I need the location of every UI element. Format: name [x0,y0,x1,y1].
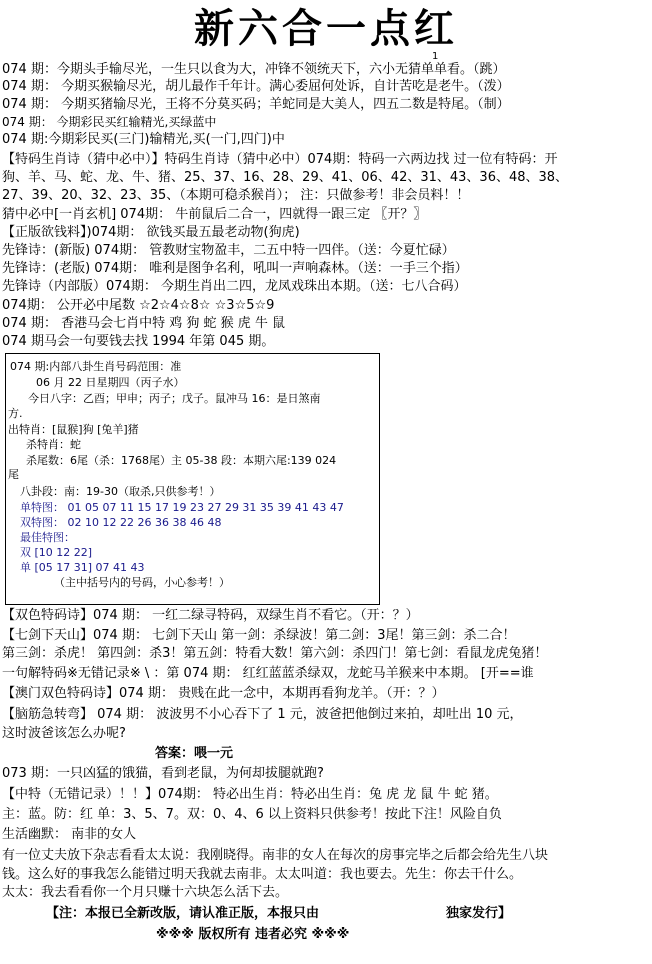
box-line-8: 尾 [8,468,19,481]
text-line-23: 这时波爸该怎么办呢? [2,726,126,741]
text-line-4: 074 期： 今期彩民买红输精光,买绿蓝中 [2,115,217,129]
footer-notice: 【注：本报已全新改版，请认准正版，本报只由 [46,906,320,921]
text-line-18: 【七剑下天山】074 期： 七剑下天山 第一剑：杀绿波！第二剑：3尾！第三剑：杀二合！ [2,628,516,643]
text-line-8: 27、39、20、32、23、35、（本期可稳杀猴肖）； 注：只做参考！非会员料！！ [2,188,470,203]
text-line-25: 073 期：一只凶猛的饿猫，看到老鼠，为何却拔腿就跑? [2,766,324,781]
box-line-3: 今日八字：乙酉；甲申；丙子；戊子。鼠冲马 16：是日煞南 [28,392,321,405]
newspaper-title: 新六合一点红 [194,5,458,52]
box-line-15: （主中括号内的号码，小心参考！） [54,576,230,589]
text-line-15: 074 期： 香港马会七肖中特 鸡 狗 蛇 猴 虎 牛 鼠 [2,316,286,331]
footer-copyright: ※※※ 版权所有 违者必究 ※※※ [156,927,350,942]
riddle-answer: 答案：喂一元 [155,746,234,761]
text-line-10: 【正版欲钱料】)074期： 欲钱买最五最老动物(狗虎) [2,225,300,240]
text-line-1: 074 期：今期头手输尽光，一生只以食为大，冲锋不领统天下，六小无猜单单看。（跳） [2,62,506,77]
text-line-19: 第三剑：杀虎！ 第四剑：杀3！第五剑：特看大数！第六剑：杀四门！第七剑：看鼠龙虎兔猪！ [2,646,548,661]
text-line-28: 生活幽默： 南非的女人 [2,827,137,842]
box-line-7: 杀尾数：6尾（杀：1768尾）主 05-38 段：本期六尾:139 024 [26,454,337,467]
text-line-21: 【澳门双色特码诗】074 期： 贵贱在此一念中，本期再看狗龙羊。（开：？） [2,686,445,701]
box-line-9: 八卦段：南：19-30（取杀,只供参考！） [20,485,221,498]
box-line-12: 最佳特图： [20,531,75,544]
box-line-5: 出特肖：[鼠猴]狗 [兔羊]猪 [8,423,139,436]
text-line-22: 【脑筋急转弯】 074 期： 波波男不小心吞下了 1 元，波爸把他倒过来拍，却吐出 10 元， [2,707,523,722]
text-line-27: 主：蓝。防：红 单：3、5、7。双：0、4、6 以上资料只供参考！按此下注！风险自负 [2,807,502,822]
box-line-11: 双特图： 02 10 12 22 26 36 38 46 48 [20,516,222,529]
text-line-29: 有一位丈夫放下杂志看看太太说：我刚晓得。南非的女人在每次的房事完毕之后都会给先生八块 [2,848,549,863]
box-line-14: 单 [05 17 31] 07 41 43 [20,561,145,574]
page-number: 1 [432,51,439,62]
box-line-4: 方. [8,407,23,420]
footer-publisher: 独家发行】 [446,906,512,921]
text-line-16: 074 期马会一句要钱去找 1994 年第 045 期。 [2,334,275,349]
text-line-11: 先锋诗：(新版) 074期： 管教财宝物盈丰，二五中特一四伴。（送：今夏忙碌） [2,243,455,258]
text-line-9: 猜中必中[一肖玄机] 074期： 牛前鼠后二合一，四就得一跟三定 〖开？〗 [2,207,427,222]
text-line-7: 狗、羊、马、蛇、龙、牛、猪、25、37、16、28、29、41、06、42、31、43、36、48、38、 [2,170,569,185]
text-line-5: 074 期:今期彩民买(三门)输精光,买(一门,四门)中 [2,132,285,147]
text-line-2: 074 期： 今期买猴输尽光，胡儿最作千年计。满心委屈何处诉，自计苦吃是老牛。（泼） [2,79,510,94]
text-line-3: 074 期： 今期买猪输尽光，王将不分莫买码；羊蛇同是大美人，四五二数是特尾。（制） [2,97,510,112]
bagua-info-box [5,353,380,605]
text-line-17: 【双色特码诗】074 期： 一红二绿寻特码，双绿生肖不看它。（开：？） [2,608,419,623]
box-line-13: 双 [10 12 22] [20,546,93,559]
box-line-1: 074 期:内部八卦生肖号码范围：准 [10,360,182,373]
box-line-10: 单特图： 01 05 07 11 15 17 19 23 27 29 31 35 39 41 43 47 [20,501,344,514]
text-line-13: 先锋诗（内部版）074期： 今期生肖出二四，龙凤戏珠出本期。（送：七八合码） [2,279,467,294]
box-line-2: 06 月 22 日星期四（丙子水） [36,376,185,389]
text-line-20: 一句解特码※无错记录※ \ ：第 074 期： 红红蓝蓝杀绿双，龙蛇马羊猴来中本期。 [开==谁 [2,666,534,681]
text-line-30: 钱。这么好的事我怎么能错过明天我就去南非。太太叫道：我也要去。先生：你去干什么。 [2,867,523,882]
text-line-6: 【特码生肖诗（猜中必中）】特码生肖诗（猜中必中）074期：特码一六两边找 过一位有特码：开 [2,152,558,167]
text-line-26: 【中特（无错记录）！！】074期： 特必出生肖：特必出生肖：兔 虎 龙 鼠 牛 蛇 猪。 [2,787,498,802]
text-line-31: 太太：我去看看你一个月只赚十六块怎么活下去。 [2,885,289,900]
text-line-12: 先锋诗：(老版) 074期： 唯利是图争名利，吼叫一声响森林。（送：一手三个指） [2,261,468,276]
box-line-6: 杀特肖：蛇 [26,438,81,451]
text-line-14: 074期： 公开必中尾数 ☆2☆4☆8☆ ☆3☆5☆9 [2,298,275,313]
